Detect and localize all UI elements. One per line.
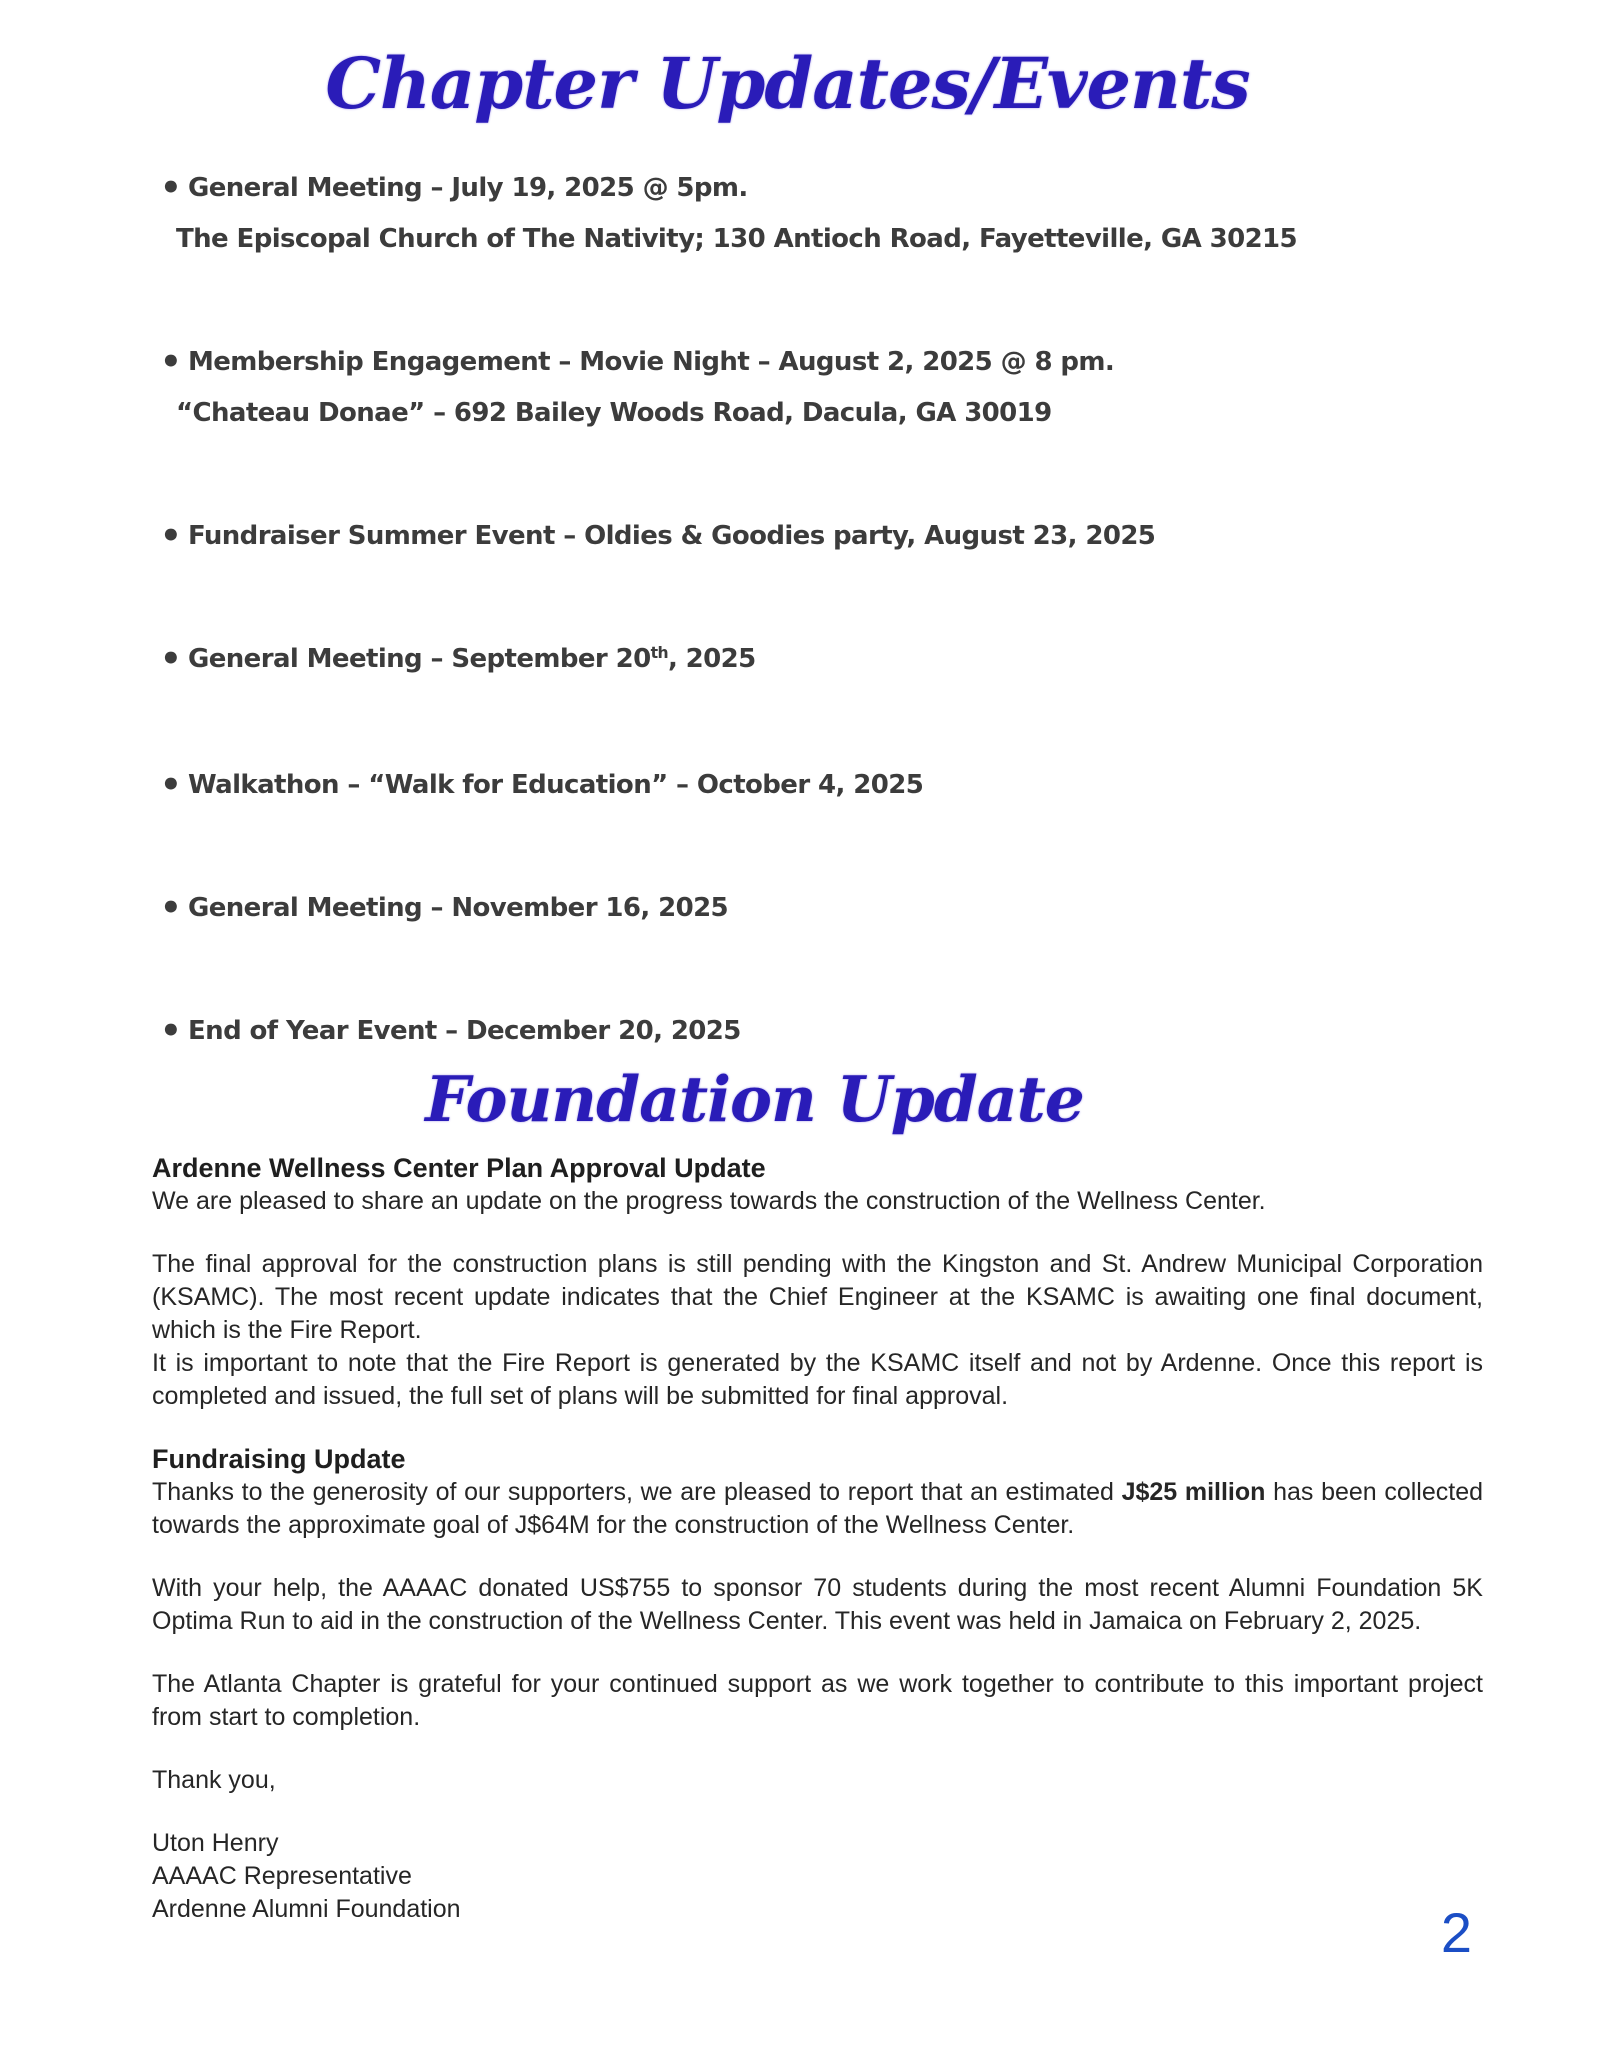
page-number: 2 bbox=[1440, 1901, 1472, 1964]
fundraising-help-paragraph: With your help, the AAAAC donated US$755 to sponsor 70 students during the most recent Alumni Foundation 5K Optima Run to aid in the construction of the Wellness Center. This event was held in Jamaica on February 2, 2025. bbox=[152, 1574, 1483, 1636]
amount-raised-highlight: J$25 million bbox=[1121, 1478, 1266, 1507]
thanks-text-after: has been collected towards the approximate goal of J$64M for the construction of the Wellness Center. bbox=[152, 1478, 1484, 1540]
closing-line: Thank you, bbox=[152, 1766, 276, 1795]
events-section-title: Chapter Updates/Events bbox=[325, 42, 1250, 125]
event-detail: The Episcopal Church of The Nativity; 130 Antioch Road, Fayetteville, GA 30215 bbox=[176, 224, 1298, 254]
event-text: Fundraiser Summer Event – Oldies & Goodies party, August 23, 2025 bbox=[188, 521, 1156, 551]
ordinal-superscript: th bbox=[650, 644, 668, 663]
event-text: General Meeting – September 20 bbox=[188, 644, 651, 674]
list-item bbox=[152, 634, 1483, 688]
fundraising-update-heading: Fundraising Update bbox=[152, 1444, 406, 1475]
signature-role: AAAAC Representative bbox=[152, 1862, 412, 1891]
event-text: , 2025 bbox=[667, 644, 756, 674]
event-text: General Meeting – July 19, 2025 @ 5pm. bbox=[188, 173, 748, 203]
list-item bbox=[152, 337, 1483, 439]
list-item bbox=[152, 163, 1483, 265]
event-detail: “Chateau Donae” – 692 Bailey Woods Road, Dacula, GA 30019 bbox=[176, 398, 1052, 428]
approval-pending-paragraph: The final approval for the construction plans is still pending with the Kingston and St. Andrew Municipal Corporation (KSAMC). The most recent update indicates that the Chief Engineer at the KSAMC is awaiting one final document, which is the Fire Report. bbox=[152, 1250, 1483, 1345]
event-text: Walkathon – “Walk for Education” – October 4, 2025 bbox=[188, 770, 924, 800]
event-text: General Meeting – November 16, 2025 bbox=[188, 893, 729, 923]
foundation-section-title: Foundation Update bbox=[425, 1062, 1084, 1136]
approval-intro-paragraph: We are pleased to share an update on the progress towards the construction of the Wellness Center. bbox=[152, 1187, 1266, 1216]
approval-note-paragraph: It is important to note that the Fire Report is generated by the KSAMC itself and not by Ardenne. Once this report is completed and issued, the full set of plans will be submitted for final approval. bbox=[152, 1349, 1483, 1411]
list-item bbox=[152, 511, 1483, 562]
event-text: End of Year Event – December 20, 2025 bbox=[188, 1016, 741, 1046]
gratitude-paragraph: The Atlanta Chapter is grateful for your continued support as we work together to contribute to this important project from start to completion. bbox=[152, 1670, 1483, 1732]
approval-update-heading: Ardenne Wellness Center Plan Approval Update bbox=[152, 1153, 766, 1184]
thanks-text-before: Thanks to the generosity of our supporters, we are pleased to report that an estimated bbox=[152, 1478, 1122, 1507]
event-text: Membership Engagement – Movie Night – August 2, 2025 @ 8 pm. bbox=[188, 347, 1115, 377]
fundraising-thanks-paragraph bbox=[152, 1476, 1483, 1542]
signature-block bbox=[152, 1827, 1483, 1926]
list-item bbox=[152, 883, 1483, 934]
signature-organization: Ardenne Alumni Foundation bbox=[152, 1895, 461, 1924]
signature-name: Uton Henry bbox=[152, 1829, 279, 1858]
list-item bbox=[152, 760, 1483, 811]
events-list bbox=[152, 163, 1483, 1057]
list-item bbox=[152, 1006, 1483, 1057]
